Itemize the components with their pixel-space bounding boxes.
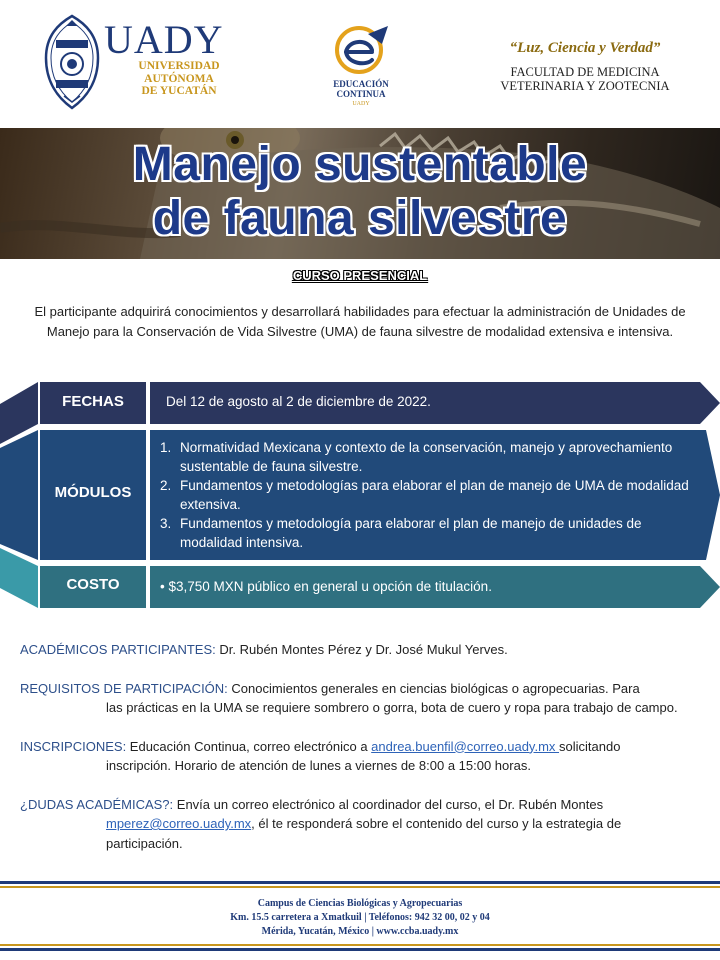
fechas-text: Del 12 de agosto al 2 de diciembre de 2022. <box>166 394 431 409</box>
requisitos-paragraph <box>20 679 700 718</box>
fechas-label: FECHAS <box>62 393 124 410</box>
inscripciones-paragraph <box>20 737 700 776</box>
dudas-paragraph <box>20 795 700 854</box>
dudas-key: ¿DUDAS ACADÉMICAS?: <box>20 796 174 812</box>
course-description: El participante adquirirá conocimientos y desarrollará habilidades para efectuar la administración de Unidades de Manejo para la Conservación de Vida Silvestre (UMA) de fauna silvestre de modalidad extensiva e intensiva. <box>34 304 686 339</box>
course-title: Manejo sustentable de fauna silvestre <box>132 138 588 245</box>
footer-divider-blue <box>0 881 720 884</box>
title-banner <box>0 128 720 259</box>
course-details <box>20 640 700 872</box>
header <box>0 0 720 120</box>
inscripciones-email-link[interactable]: andrea.buenfil@correo.uady.mx <box>371 738 560 754</box>
footer-bottom-gold <box>0 944 720 946</box>
requisitos-text-cont: las prácticas en la UMA se requiere sombrero o gorra, bota de cuero y ropa para trabajo de campo. <box>106 700 678 715</box>
university-full-name: UNIVERSIDAD AUTÓNOMA DE YUCATÁN <box>138 60 220 97</box>
requisitos-text: Conocimientos generales en ciencias biológicas o agropecuarias. Para <box>227 680 640 696</box>
motto: “Luz, Ciencia y Verdad” <box>509 40 661 56</box>
academicos-paragraph <box>20 640 700 660</box>
dudas-text-cont: , él te responderá sobre el contenido del curso y la estrategia de participación. <box>106 816 622 851</box>
costo-text: • $3,750 MXN público en general u opción de titulación. <box>160 579 492 594</box>
requisitos-key: REQUISITOS DE PARTICIPACIÓN: <box>20 680 228 696</box>
modulos-label: MÓDULOS <box>54 484 132 501</box>
footer-bottom-blue <box>0 948 720 951</box>
dudas-text: Envía un correo electrónico al coordinador del curso, el Dr. Rubén Montes <box>173 796 604 812</box>
inscripciones-text-after: solicitando <box>559 738 621 754</box>
university-short-name: UADY <box>104 17 224 62</box>
academicos-text: Dr. Rubén Montes Pérez y Dr. José Mukul Yerves. <box>215 642 508 657</box>
faculty-name: FACULTAD DE MEDICINA VETERINARIA Y ZOOTECNIA <box>500 65 670 93</box>
continuing-education-label: EDUCACIÓN CONTINUA UADY <box>333 79 389 107</box>
modulo-item: 1. Normatividad Mexicana y contexto de la conservación, manejo y aprovechamiento sustentable de fauna silvestre. <box>160 440 673 474</box>
continuing-education-logo-icon <box>332 22 394 76</box>
inscripciones-key: INSCRIPCIONES: <box>20 738 127 754</box>
modulos-list <box>160 438 690 552</box>
dudas-email-link[interactable]: mperez@correo.uady.mx <box>106 816 252 831</box>
modulo-item: 2. Fundamentos y metodologías para elaborar el plan de manejo de UMA de modalidad extensiva. <box>160 478 689 512</box>
modulo-item: 3. Fundamentos y metodología para elaborar el plan de manejo de unidades de modalidad intensiva. <box>160 516 642 550</box>
inscripciones-text: Educación Continua, correo electrónico a <box>126 738 372 754</box>
footer-divider-gold <box>0 886 720 888</box>
course-type: CURSO PRESENCIAL <box>292 268 428 283</box>
modulos-wedge <box>0 430 38 560</box>
academicos-key: ACADÉMICOS PARTICIPANTES: <box>20 642 216 657</box>
footer-address: Campus de Ciencias Biológicas y Agropecuarias Km. 15.5 carretera a Xmatkuil | Teléfonos: 942 32 00, 02 y 04 Mérida, Yucatán, México | www.ccba.uady.mx <box>230 898 490 937</box>
university-seal-icon <box>42 14 102 110</box>
costo-label: COSTO <box>66 576 120 593</box>
inscripciones-text-cont: inscripción. Horario de atención de lunes a viernes de 8:00 a 15:00 horas. <box>106 758 531 773</box>
info-blocks <box>0 378 720 612</box>
